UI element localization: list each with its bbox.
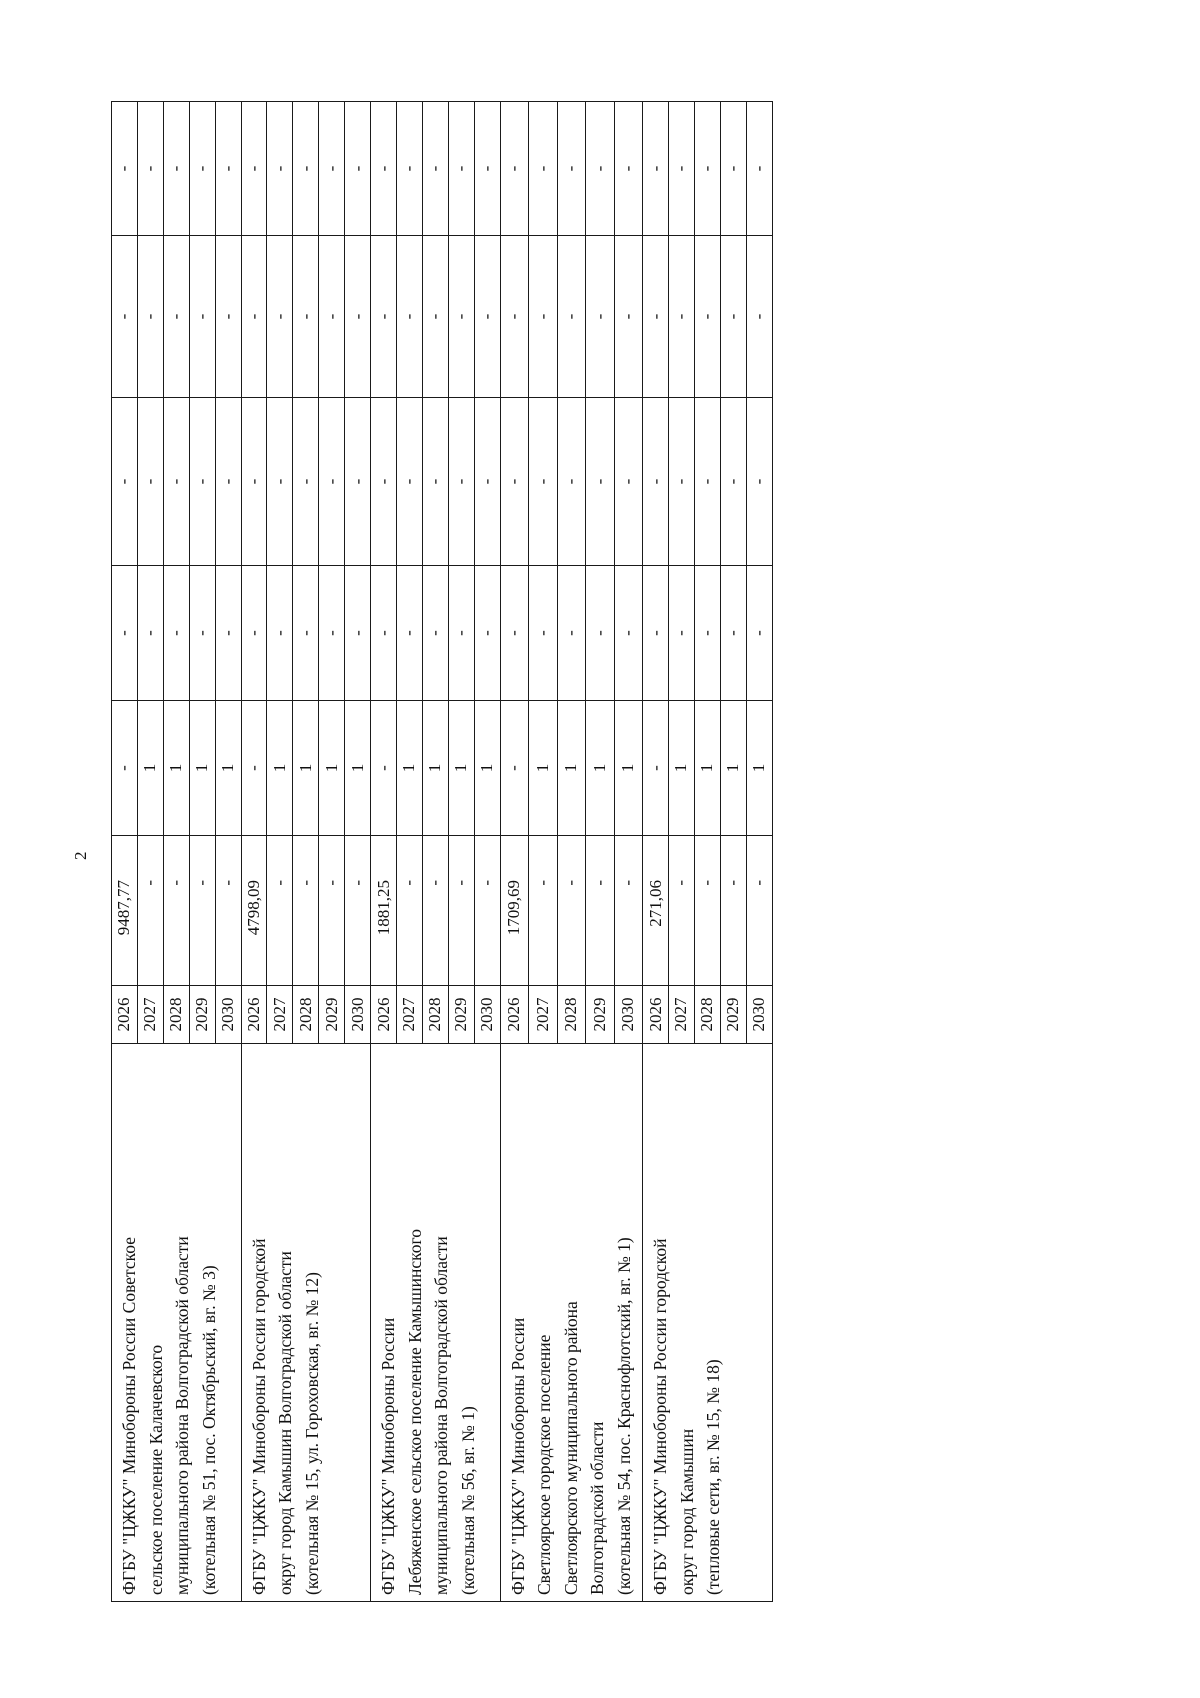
value-cell: -	[293, 236, 319, 398]
value-cell: -	[586, 102, 615, 236]
value-cell: -	[137, 398, 163, 566]
value-cell: -	[371, 701, 397, 836]
value-cell: 1	[267, 701, 293, 836]
organization-line: (котельная № 51, пос. Октябрьский, вг. № 3)	[198, 1265, 219, 1595]
value-cell: -	[643, 102, 669, 236]
year-cell: 2026	[643, 986, 669, 1044]
value-cell: -	[267, 398, 293, 566]
value-cell: -	[215, 398, 241, 566]
amount-cell: -	[163, 836, 189, 986]
year-cell: 2028	[293, 986, 319, 1044]
value-cell: -	[422, 236, 448, 398]
amount-cell: -	[422, 836, 448, 986]
year-cell: 2028	[163, 986, 189, 1044]
amount-cell: -	[746, 836, 772, 986]
organization-line: Волгоградской области	[587, 1421, 608, 1595]
value-cell: -	[241, 236, 267, 398]
value-cell: -	[112, 398, 138, 566]
amount-cell: -	[137, 836, 163, 986]
amount-cell: -	[694, 836, 720, 986]
value-cell: -	[163, 236, 189, 398]
value-cell: -	[669, 236, 695, 398]
value-cell: -	[267, 236, 293, 398]
value-cell: -	[448, 398, 474, 566]
value-cell: 1	[448, 701, 474, 836]
value-cell: -	[474, 102, 500, 236]
value-cell: -	[189, 398, 215, 566]
amount-cell: -	[189, 836, 215, 986]
value-cell: 1	[189, 701, 215, 836]
amount-cell: -	[614, 836, 643, 986]
value-cell: -	[669, 566, 695, 701]
value-cell: -	[293, 102, 319, 236]
value-cell: -	[189, 102, 215, 236]
value-cell: -	[396, 566, 422, 701]
amount-cell: -	[720, 836, 746, 986]
value-cell: -	[448, 566, 474, 701]
amount-cell: -	[215, 836, 241, 986]
value-cell: -	[396, 398, 422, 566]
value-cell: -	[500, 102, 529, 236]
value-cell: -	[319, 566, 345, 701]
organization-cell	[643, 1044, 773, 1602]
amount-cell: 9487,77	[112, 836, 138, 986]
organization-line: ФГБУ "ЦЖКУ" Минобороны России городской	[650, 1238, 671, 1595]
value-cell: -	[396, 102, 422, 236]
value-cell: -	[137, 566, 163, 701]
organization-cell	[241, 1044, 371, 1602]
value-cell: 1	[720, 701, 746, 836]
year-cell: 2027	[396, 986, 422, 1044]
value-cell: -	[500, 701, 529, 836]
value-cell: -	[557, 398, 586, 566]
value-cell: -	[112, 236, 138, 398]
value-cell: 1	[557, 701, 586, 836]
organization-cell	[371, 1044, 501, 1602]
year-cell: 2027	[137, 986, 163, 1044]
value-cell: 1	[694, 701, 720, 836]
value-cell: -	[163, 566, 189, 701]
year-cell: 2029	[720, 986, 746, 1044]
value-cell: -	[500, 236, 529, 398]
value-cell: 1	[293, 701, 319, 836]
value-cell: -	[500, 398, 529, 566]
value-cell: 1	[586, 701, 615, 836]
value-cell: -	[241, 566, 267, 701]
year-cell: 2030	[746, 986, 772, 1044]
year-cell: 2029	[189, 986, 215, 1044]
value-cell: -	[267, 566, 293, 701]
organization-line: муниципального района Волгоградской области	[431, 1236, 452, 1595]
value-cell: -	[669, 398, 695, 566]
organization-line: ФГБУ "ЦЖКУ" Минобороны России	[378, 1317, 399, 1595]
value-cell: -	[557, 566, 586, 701]
value-cell: -	[215, 566, 241, 701]
year-cell: 2028	[557, 986, 586, 1044]
amount-cell: -	[396, 836, 422, 986]
amount-cell: -	[448, 836, 474, 986]
table-row	[371, 102, 397, 1602]
value-cell: -	[319, 398, 345, 566]
year-cell: 2026	[500, 986, 529, 1044]
value-cell: -	[371, 398, 397, 566]
value-cell: -	[720, 398, 746, 566]
year-cell: 2030	[474, 986, 500, 1044]
table-row	[112, 102, 138, 1602]
value-cell: -	[614, 566, 643, 701]
amount-cell: -	[293, 836, 319, 986]
value-cell: 1	[474, 701, 500, 836]
organization-line: округ город Камышин	[676, 1428, 697, 1595]
value-cell: 1	[137, 701, 163, 836]
value-cell: -	[345, 398, 371, 566]
value-cell: -	[241, 701, 267, 836]
page-number: 2	[71, 851, 90, 860]
value-cell: -	[720, 236, 746, 398]
value-cell: -	[720, 566, 746, 701]
value-cell: -	[643, 236, 669, 398]
value-cell: -	[643, 566, 669, 701]
year-cell: 2026	[371, 986, 397, 1044]
value-cell: -	[189, 566, 215, 701]
amount-cell: 4798,09	[241, 836, 267, 986]
organization-line: (котельная № 54, пос. Краснофлотский, вг. № 1)	[613, 1237, 634, 1595]
year-cell: 2027	[669, 986, 695, 1044]
value-cell: 1	[669, 701, 695, 836]
value-cell: -	[215, 236, 241, 398]
organization-line: сельское поселение Калачевского	[145, 1344, 166, 1595]
value-cell: -	[694, 566, 720, 701]
value-cell: -	[163, 102, 189, 236]
organization-line: ФГБУ "ЦЖКУ" Минобороны России городской	[248, 1238, 269, 1595]
value-cell: -	[215, 102, 241, 236]
value-cell: -	[422, 566, 448, 701]
value-cell: -	[614, 102, 643, 236]
value-cell: -	[293, 566, 319, 701]
value-cell: -	[500, 566, 529, 701]
amount-cell: -	[557, 836, 586, 986]
rotated-table-container	[111, 102, 773, 1602]
value-cell: -	[137, 102, 163, 236]
organization-cell	[112, 1044, 242, 1602]
table-row	[643, 102, 669, 1602]
investment-table	[111, 101, 773, 1602]
year-cell: 2029	[586, 986, 615, 1044]
value-cell: 1	[319, 701, 345, 836]
value-cell: -	[746, 566, 772, 701]
value-cell: -	[371, 566, 397, 701]
organization-cell	[500, 1044, 643, 1602]
value-cell: -	[557, 102, 586, 236]
value-cell: -	[669, 102, 695, 236]
value-cell: -	[694, 236, 720, 398]
value-cell: -	[474, 236, 500, 398]
organization-line: (котельная № 56, вг. № 1)	[457, 1406, 478, 1595]
value-cell: -	[241, 398, 267, 566]
value-cell: -	[371, 236, 397, 398]
value-cell: -	[529, 566, 558, 701]
value-cell: 1	[746, 701, 772, 836]
year-cell: 2027	[267, 986, 293, 1044]
amount-cell: 1709,69	[500, 836, 529, 986]
value-cell: -	[293, 398, 319, 566]
table-row	[500, 102, 529, 1602]
value-cell: -	[474, 398, 500, 566]
amount-cell: -	[586, 836, 615, 986]
value-cell: -	[586, 566, 615, 701]
amount-cell: -	[529, 836, 558, 986]
organization-line: Лебяженское сельское поселение Камышинского	[404, 1228, 425, 1595]
value-cell: 1	[422, 701, 448, 836]
value-cell: -	[422, 398, 448, 566]
value-cell: -	[345, 566, 371, 701]
value-cell: -	[586, 236, 615, 398]
value-cell: -	[189, 236, 215, 398]
organization-line: (тепловые сети, вг. № 15, № 18)	[703, 1359, 724, 1595]
value-cell: 1	[163, 701, 189, 836]
organization-line: Светлоярское городское поселение	[534, 1334, 555, 1595]
value-cell: -	[529, 102, 558, 236]
value-cell: -	[474, 566, 500, 701]
year-cell: 2026	[241, 986, 267, 1044]
value-cell: -	[112, 102, 138, 236]
value-cell: -	[137, 236, 163, 398]
value-cell: -	[746, 398, 772, 566]
value-cell: 1	[345, 701, 371, 836]
value-cell: -	[614, 398, 643, 566]
value-cell: -	[746, 236, 772, 398]
organization-line: округ город Камышин Волгоградской области	[275, 1251, 296, 1595]
value-cell: -	[529, 398, 558, 566]
value-cell: -	[529, 236, 558, 398]
value-cell: -	[448, 102, 474, 236]
amount-cell: -	[319, 836, 345, 986]
organization-line: ФГБУ "ЦЖКУ" Минобороны России	[507, 1317, 528, 1595]
organization-line: Светлоярского муниципального района	[560, 1301, 581, 1595]
value-cell: -	[371, 102, 397, 236]
value-cell: -	[319, 236, 345, 398]
year-cell: 2030	[215, 986, 241, 1044]
value-cell: 1	[529, 701, 558, 836]
value-cell: -	[345, 102, 371, 236]
year-cell: 2030	[614, 986, 643, 1044]
year-cell: 2027	[529, 986, 558, 1044]
value-cell: -	[241, 102, 267, 236]
value-cell: -	[720, 102, 746, 236]
value-cell: -	[557, 236, 586, 398]
year-cell: 2030	[345, 986, 371, 1044]
table-body	[112, 102, 773, 1602]
organization-line: ФГБУ "ЦЖКУ" Минобороны России Советское	[119, 1237, 139, 1595]
value-cell: -	[643, 701, 669, 836]
amount-cell: 1881,25	[371, 836, 397, 986]
value-cell: -	[746, 102, 772, 236]
organization-line: (котельная № 15, ул. Гороховская, вг. № 12)	[301, 1271, 322, 1595]
value-cell: 1	[215, 701, 241, 836]
value-cell: -	[614, 236, 643, 398]
organization-line: муниципального района Волгоградской области	[172, 1236, 192, 1595]
value-cell: -	[694, 102, 720, 236]
value-cell: -	[163, 398, 189, 566]
value-cell: -	[345, 236, 371, 398]
year-cell: 2029	[319, 986, 345, 1044]
value-cell: -	[448, 236, 474, 398]
amount-cell: -	[474, 836, 500, 986]
value-cell: -	[586, 398, 615, 566]
value-cell: -	[112, 566, 138, 701]
amount-cell: 271,06	[643, 836, 669, 986]
amount-cell: -	[267, 836, 293, 986]
value-cell: 1	[614, 701, 643, 836]
value-cell: -	[267, 102, 293, 236]
value-cell: -	[694, 398, 720, 566]
value-cell: -	[643, 398, 669, 566]
year-cell: 2028	[422, 986, 448, 1044]
value-cell: -	[319, 102, 345, 236]
amount-cell: -	[345, 836, 371, 986]
year-cell: 2029	[448, 986, 474, 1044]
year-cell: 2026	[112, 986, 138, 1044]
value-cell: -	[422, 102, 448, 236]
table-row	[241, 102, 267, 1602]
value-cell: -	[396, 236, 422, 398]
year-cell: 2028	[694, 986, 720, 1044]
amount-cell: -	[669, 836, 695, 986]
value-cell: -	[112, 701, 138, 836]
value-cell: 1	[396, 701, 422, 836]
